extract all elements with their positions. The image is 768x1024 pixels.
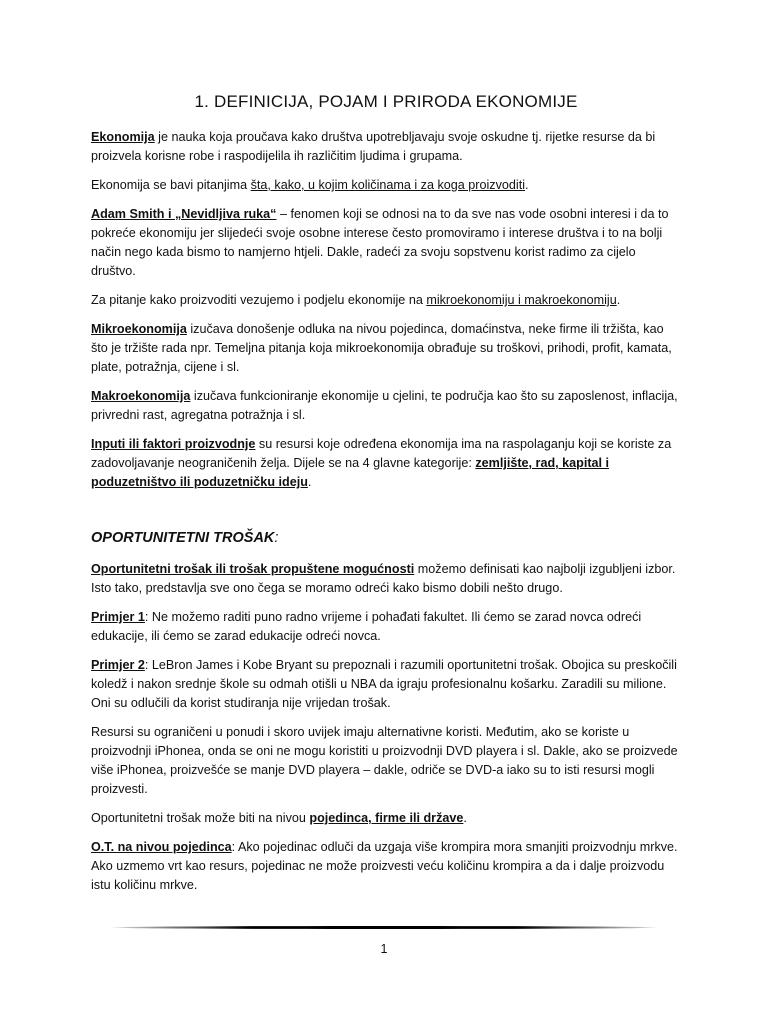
term-primjer-1: Primjer 1	[91, 610, 145, 624]
paragraph-text: izučava donošenje odluka na nivou pojedinca, domaćinstva, neke firme ili tržišta, kao što je tržište rada npr. Temeljna pitanja koja mikroekonomija obrađuje su troškovi, prihodi, profit, kamata, plate, potražnja, cijene i sl.	[91, 322, 672, 374]
page-title: 1. DEFINICIJA, POJAM I PRIRODA EKONOMIJE	[194, 92, 578, 111]
paragraph-podjela	[91, 291, 681, 310]
paragraph-pojedinac	[91, 838, 681, 895]
term-makroekonomija: Makroekonomija	[91, 389, 191, 403]
paragraph-primjer-2	[91, 656, 681, 713]
paragraph-text: izučava funkcioniranje ekonomije u cjelini, te područja kao što su zaposlenost, inflacija, privredni rast, agregatna potražnja i sl.	[91, 389, 678, 422]
footer-divider	[112, 926, 656, 929]
paragraph-text: je nauka koja proučava kako društva upotrebljavaju svoje oskudne tj. rijetke resurse da bi proizvela korisne robe i raspodijelila ih različitim ljudima i grupama.	[91, 130, 656, 163]
paragraph-text: : Ne možemo raditi puno radno vrijeme i pohađati fakultet. Ili ćemo se zarad novca odreći edukacije, ili ćemo se zarad edukacije odreći novca.	[91, 610, 642, 643]
term-primjer-2: Primjer 2	[91, 658, 145, 672]
term-ekonomija: Ekonomija	[91, 130, 155, 144]
paragraph-text: : LeBron James i Kobe Bryant su prepoznali i razumili oportunitetni trošak. Obojica su preskočili koledž i nakon srednje škole su odmah otišli u NBA da igraju profesionalnu košarku. Zaradili su milione. Oni su odlučili da korist studiranja nije vrijedan trošak.	[91, 658, 677, 710]
paragraph-end: .	[525, 178, 529, 192]
term-pojedinac: O.T. na nivou pojedinca	[91, 840, 232, 854]
document-body	[91, 92, 681, 905]
paragraph-primjer-1	[91, 608, 681, 646]
paragraph-adam-smith	[91, 205, 681, 281]
paragraph-resursi: Resursi su ograničeni u ponudi i skoro uvijek imaju alternativne koristi. Međutim, ako se koriste u proizvodnji iPhonea, onda se oni ne mogu koristiti u proizvodnji DVD playera i sl. Dakle, ako se proizvede više iPhonea, proizvešće se manje DVD playera – dakle, odriče se DVD-a iako su to isti resursi mogli proizvesti.	[91, 725, 678, 796]
paragraph-text: Ekonomija se bavi pitanjima	[91, 178, 251, 192]
paragraph-text: Oportunitetni trošak može biti na nivou	[91, 811, 310, 825]
paragraph-text: možemo definisati kao najbolji izgubljeni izbor. Isto tako, predstavlja sve ono čega se moramo odreći kako bismo dobili nešto drugo.	[91, 562, 676, 595]
paragraph-text: su resursi koje određena ekonomija ima na raspolaganju koji se koriste za zadovoljavanje neograničenih želja. Dijele se na 4 glavne kategorije:	[91, 437, 672, 470]
paragraph-end: .	[616, 293, 621, 307]
paragraph-mikroekonomija	[91, 320, 681, 377]
paragraph-text: : Ako pojedinac odluči da uzgaja više krompira mora smanjiti proizvodnju mrkve. Ako uzmemo vrt kao resurs, pojedinac ne može proizvesti veću količinu krompira a da i dalje proizvodu istu količinu mrkve.	[91, 840, 678, 892]
term-mikroekonomija: Mikroekonomija	[91, 322, 187, 336]
paragraph-nivoi	[91, 809, 681, 828]
paragraph-end: .	[463, 811, 467, 825]
term-adam-smith: Adam Smith i „Nevidljiva ruka“	[91, 207, 277, 221]
term-oportunitetni: Oportunitetni trošak ili trošak propuštene mogućnosti	[91, 562, 415, 576]
section-heading	[91, 530, 681, 546]
paragraph-inputi	[91, 435, 681, 492]
term-inputi: Inputi ili faktori proizvodnje	[91, 437, 256, 451]
paragraph-end: .	[307, 475, 312, 489]
paragraph-ekonomija	[91, 128, 681, 166]
underlined-phrase: mikroekonomiju i makroekonomiju	[426, 293, 617, 307]
section-colon: :	[274, 530, 279, 546]
paragraph-text: Za pitanje kako proizvoditi vezujemo i podjelu ekonomije na	[91, 293, 427, 307]
paragraph-oportunitetni	[91, 560, 681, 598]
term-kategorije: zemljište, rad, kapital i poduzetništvo ili poduzetničku ideju	[91, 456, 610, 489]
page-number: 1	[380, 942, 388, 956]
term-nivoi: pojedinca, firme ili države	[309, 811, 464, 825]
paragraph-text: – fenomen koji se odnosi na to da sve nas vode osobni interesi i da to pokreće ekonomiju jer slijedeći svoje osobne interese često promoviramo i interese društva i to na bolji način nego kada bismo to namjerno htjeli. Dakle, radeći za svoju sopstvenu korist radimo za cijelo društvo.	[91, 207, 669, 278]
paragraph-makroekonomija	[91, 387, 681, 425]
underlined-phrase: šta, kako, u kojim količinama i za koga proizvoditi	[250, 178, 525, 192]
section-title: OPORTUNITETNI TROŠAK	[91, 530, 275, 546]
paragraph-pitanja	[91, 176, 681, 195]
